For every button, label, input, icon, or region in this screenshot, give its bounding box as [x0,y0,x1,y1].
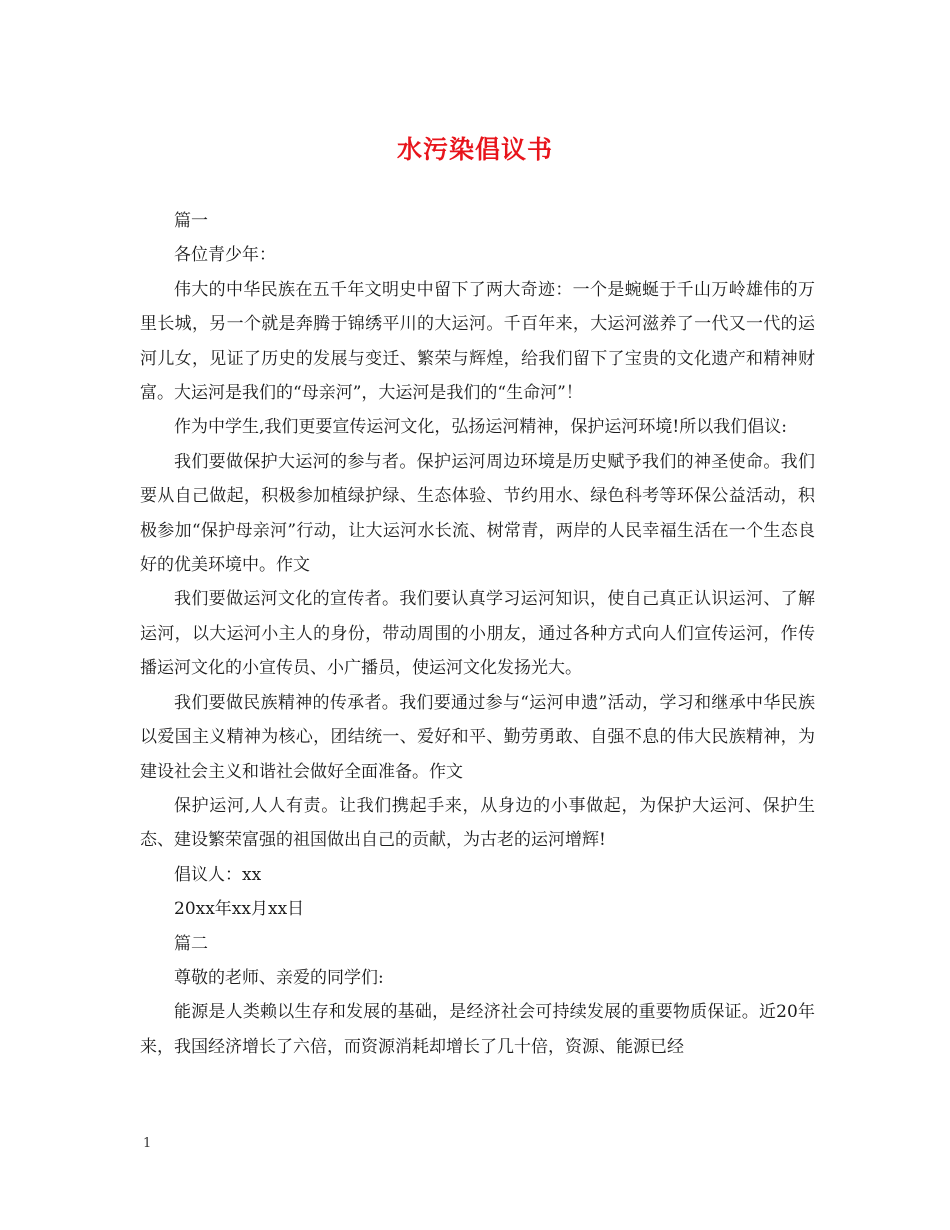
paragraph: 伟大的中华民族在五千年文明史中留下了两大奇迹：一个是蜿蜒于千山万岭雄伟的万里长城，另一个就是奔腾于锦绣平川的大运河。千百年来，大运河滋养了一代又一代的运河儿女，见证了历史的发展与变迁、繁荣与辉煌，给我们留下了宝贵的文化遗产和精神财富。大运河是我们的“母亲河”，大运河是我们的“生命河”！ [140,279,815,404]
paragraph: 我们要做运河文化的宣传者。我们要认真学习运河知识，使自己真正认识运河、了解运河，以大运河小主人的身份，带动周围的小朋友，通过各种方式向人们宣传运河，作传播运河文化的小宣传员、小广播员，使运河文化发扬光大。 [140,589,815,679]
salutation: 各位青少年： [174,245,276,266]
paragraph: 我们要做民族精神的传承者。我们要通过参与“运河申遗”活动，学习和继承中华民族以爱国主义精神为核心，团结统一、爱好和平、勤劳勇敢、自强不息的伟大民族精神，为建设社会主义和谐社会做好全面准备。作文 [140,692,815,782]
date-line: 20xx年xx月xx日 [174,899,305,920]
salutation: 尊敬的老师、亲爱的同学们: [174,967,384,988]
document-title: 水污染倡议书 [396,135,553,164]
section-heading: 篇一 [174,211,208,231]
paragraph: 能源是人类赖以生存和发展的基础，是经济社会可持续发展的重要物质保证。近20年来，我国经济增长了六倍，而资源消耗却增长了几十倍，资源、能源已经 [140,1002,815,1057]
paragraph: 作为中学生,我们更要宣传运河文化，弘扬运河精神，保护运河环境!所以我们倡议: [174,417,787,438]
signature: 倡议人：xx [174,864,262,885]
page-number: 1 [143,1136,152,1151]
section-heading: 篇二 [174,933,208,954]
document-body [140,204,815,1064]
paragraph: 我们要做保护大运河的参与者。保护运河周边环境是历史赋予我们的神圣使命。我们要从自己做起，积极参加植绿护绿、生态体验、节约用水、绿色科考等环保公益活动，积极参加“保护母亲河”行动，让大运河水长流、树常青，两岸的人民幸福生活在一个生态良好的优美环境中。作文 [140,451,815,576]
paragraph: 保护运河,人人有责。让我们携起手来，从身边的小事做起，为保护大运河、保护生态、建设繁荣富强的祖国做出自己的贡献，为古老的运河增辉! [140,795,815,851]
